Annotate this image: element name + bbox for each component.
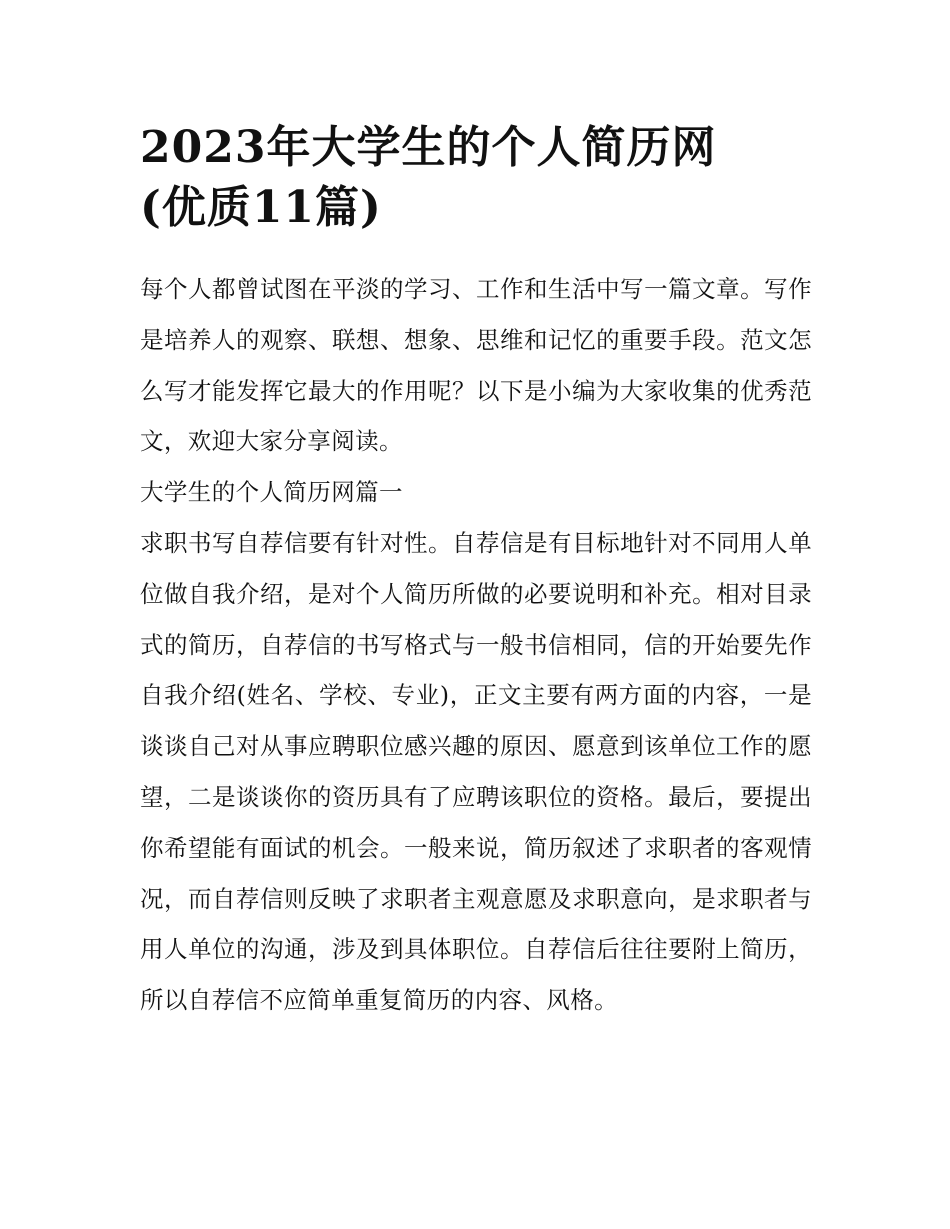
document-title (140, 118, 780, 238)
document-content (140, 118, 812, 1026)
section-body-paragraph: 求职书写自荐信要有针对性。自荐信是有目标地针对不同用人单位做自我介绍，是对个人简历所做的必要说明和补充。相对目录式的简历，自荐信的书写格式与一般书信相同，信的开始要先作自我介绍(姓名、学校、专业)，正文主要有两方面的内容，一是谈谈自己对从事应聘职位感兴趣的原因、愿意到该单位工作的愿望，二是谈谈你的资历具有了应聘该职位的资格。最后，要提出你希望能有面试的机会。一般来说，简历叙述了求职者的客观情况，而自荐信则反映了求职者主观意愿及求职意向，是求职者与用人单位的沟通，涉及到具体职位。自荐信后往往要附上简历，所以自荐信不应简单重复简历的内容、风格。 (140, 528, 812, 1015)
document-title-line-1: 2023年大学生的个人简历网 (140, 122, 717, 173)
document-title-line-2: (优质11篇) (140, 182, 382, 233)
intro-paragraph: 每个人都曾试图在平淡的学习、工作和生活中写一篇文章。写作是培养人的观察、联想、想象、思维和记忆的重要手段。范文怎么写才能发挥它最大的作用呢？以下是小编为大家收集的优秀范文，欢迎大家分享阅读。 (140, 275, 812, 456)
section-heading: 大学生的个人简历网篇一 (140, 478, 403, 507)
